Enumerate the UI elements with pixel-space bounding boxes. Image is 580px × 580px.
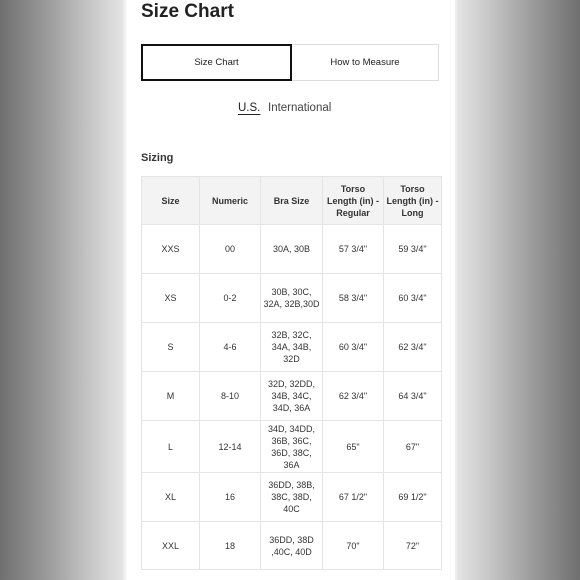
tab-bar (141, 44, 439, 81)
header-numeric: Numeric (200, 177, 261, 225)
cell-numeric: 4-6 (200, 323, 261, 372)
cell-size: XXS (142, 225, 200, 274)
cell-bra-size: 30A, 30B (261, 225, 323, 274)
cell-torso-long: 69 1/2" (384, 473, 442, 522)
cell-torso-long: 64 3/4" (384, 372, 442, 421)
table-row (142, 323, 442, 372)
cell-numeric: 18 (200, 522, 261, 570)
size-table (141, 176, 442, 570)
cell-bra-size: 32D, 32DD, 34B, 34C, 34D, 36A (261, 372, 323, 421)
cell-numeric: 16 (200, 473, 261, 522)
table-row (142, 522, 442, 570)
cell-numeric: 00 (200, 225, 261, 274)
section-heading: Sizing (141, 152, 174, 164)
cell-torso-regular: 62 3/4" (323, 372, 384, 421)
cell-numeric: 0-2 (200, 274, 261, 323)
header-bra-size: Bra Size (261, 177, 323, 225)
cell-bra-size: 30B, 30C, 32A, 32B,30D (261, 274, 323, 323)
table-row (142, 274, 442, 323)
cell-torso-long: 59 3/4" (384, 225, 442, 274)
cell-size: XXL (142, 522, 200, 570)
page-title: Size Chart (141, 1, 234, 22)
cell-torso-regular: 58 3/4" (323, 274, 384, 323)
tab-how-to-measure[interactable]: How to Measure (292, 44, 439, 81)
cell-torso-long: 62 3/4" (384, 323, 442, 372)
cell-bra-size: 34D, 34DD, 36B, 36C, 36D, 38C, 36A (261, 421, 323, 473)
table-row (142, 421, 442, 473)
cell-torso-long: 67" (384, 421, 442, 473)
header-torso-long: Torso Length (in) - Long (384, 177, 442, 225)
cell-torso-regular: 70" (323, 522, 384, 570)
cell-torso-regular: 67 1/2" (323, 473, 384, 522)
cell-torso-regular: 65" (323, 421, 384, 473)
table-header-row (142, 177, 442, 225)
tab-size-chart[interactable]: Size Chart (141, 44, 292, 81)
cell-size: L (142, 421, 200, 473)
cell-size: XS (142, 274, 200, 323)
cell-bra-size: 36DD, 38D ,40C, 40D (261, 522, 323, 570)
cell-numeric: 8-10 (200, 372, 261, 421)
region-international-link[interactable]: International (268, 102, 332, 114)
cell-torso-long: 60 3/4" (384, 274, 442, 323)
cell-numeric: 12-14 (200, 421, 261, 473)
cell-size: M (142, 372, 200, 421)
cell-torso-regular: 60 3/4" (323, 323, 384, 372)
cell-bra-size: 36DD, 38B, 38C, 38D, 40C (261, 473, 323, 522)
cell-torso-regular: 57 3/4" (323, 225, 384, 274)
cell-size: XL (142, 473, 200, 522)
region-us-link[interactable]: U.S. (238, 102, 261, 114)
cell-size: S (142, 323, 200, 372)
table-row (142, 225, 442, 274)
table-row (142, 372, 442, 421)
header-torso-regular: Torso Length (in) - Regular (323, 177, 384, 225)
size-chart-panel (127, 0, 455, 580)
cell-bra-size: 32B, 32C, 34A, 34B, 32D (261, 323, 323, 372)
header-size: Size (142, 177, 200, 225)
table-row (142, 473, 442, 522)
cell-torso-long: 72" (384, 522, 442, 570)
